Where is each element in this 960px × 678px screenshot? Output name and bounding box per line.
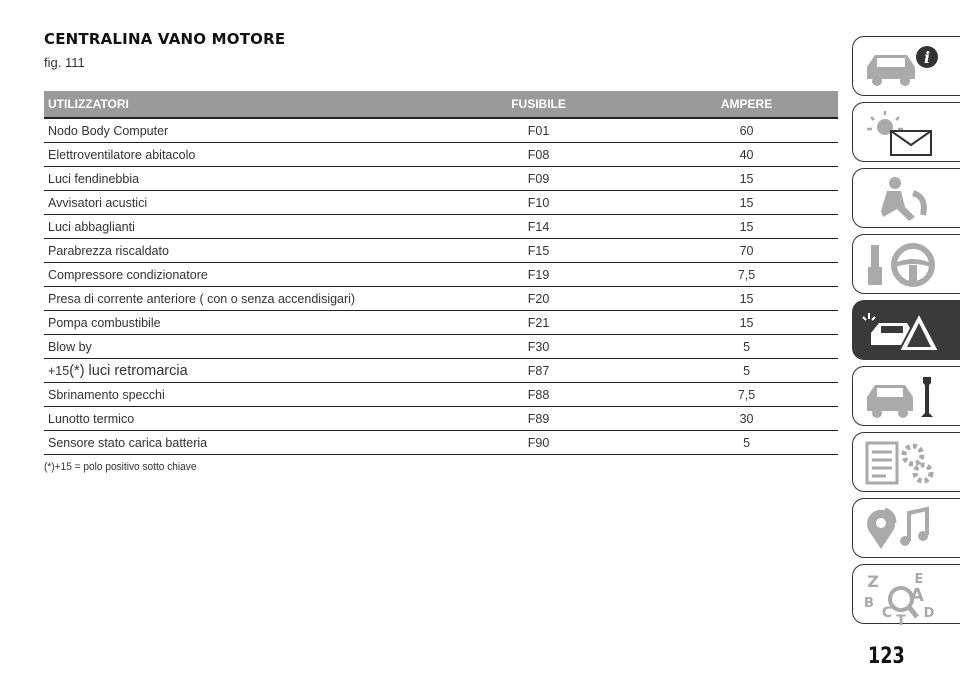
cell-user: Elettroventilatore abitacolo [44, 143, 422, 167]
table-row [44, 191, 838, 215]
cell-amp: 15 [655, 191, 838, 215]
header-utilizzatori: UTILIZZATORI [44, 91, 422, 118]
cell-amp: 60 [655, 118, 838, 143]
cell-amp: 7,5 [655, 383, 838, 407]
figure-reference: fig. 111 [44, 55, 85, 70]
cell-user-extra: (*) luci retromarcia [69, 362, 188, 379]
page-number: 123 [868, 644, 905, 669]
cell-fuse: F10 [442, 191, 635, 215]
table-row [44, 431, 838, 455]
car-info-icon [861, 43, 941, 91]
cell-user: Luci fendinebbia [44, 167, 422, 191]
cell-amp: 15 [655, 287, 838, 311]
cell-fuse: F09 [442, 167, 635, 191]
tab-safety[interactable] [852, 168, 960, 228]
cell-amp: 15 [655, 215, 838, 239]
cell-fuse: F88 [442, 383, 635, 407]
table-row [44, 263, 838, 287]
tab-emergency[interactable] [852, 300, 960, 360]
table-row [44, 359, 838, 383]
tab-warning-lights[interactable] [852, 102, 960, 162]
cell-amp: 5 [655, 431, 838, 455]
cell-user: Sbrinamento specchi [44, 383, 422, 407]
tab-technical-data[interactable] [852, 432, 960, 492]
table-row [44, 311, 838, 335]
emergency-warning-icon [861, 307, 941, 355]
technical-data-icon [861, 439, 941, 487]
index-letter: B [864, 596, 874, 611]
footnote: (*)+15 = polo positivo sotto chiave [44, 461, 197, 473]
index-letter: A [910, 585, 924, 606]
table-row [44, 383, 838, 407]
section-title: CENTRALINA VANO MOTORE [44, 30, 286, 48]
cell-user [44, 359, 422, 383]
multimedia-icon [861, 505, 941, 553]
tab-maintenance[interactable] [852, 366, 960, 426]
cell-fuse: F21 [442, 311, 635, 335]
cell-amp: 70 [655, 239, 838, 263]
steering-wheel-icon [861, 241, 941, 289]
cell-fuse: F15 [442, 239, 635, 263]
table-row [44, 143, 838, 167]
cell-fuse: F19 [442, 263, 635, 287]
cell-amp: 15 [655, 311, 838, 335]
index-letter: D [923, 606, 935, 621]
header-ampere: AMPERE [655, 91, 838, 118]
table-header-row [44, 91, 838, 118]
cell-fuse: F30 [442, 335, 635, 359]
cell-fuse: F01 [442, 118, 635, 143]
table-row [44, 407, 838, 431]
cell-user: Presa di corrente anteriore ( con o senza accendisigari) [44, 287, 422, 311]
index-letter: Z [867, 572, 879, 591]
cell-user: Sensore stato carica batteria [44, 431, 422, 455]
cell-fuse: F20 [442, 287, 635, 311]
tab-multimedia[interactable] [852, 498, 960, 558]
tab-car-info[interactable] [852, 36, 960, 96]
fuse-table [44, 91, 838, 455]
table-row [44, 118, 838, 143]
svg-text:i: i [923, 48, 931, 67]
warning-light-icon [861, 109, 941, 157]
table-row [44, 167, 838, 191]
cell-amp: 40 [655, 143, 838, 167]
cell-user-prefix: +15 [48, 363, 70, 378]
header-fusibile: FUSIBILE [442, 91, 635, 118]
cell-amp: 7,5 [655, 263, 838, 287]
index-letter: T [896, 613, 906, 627]
cell-user: Compressore condizionatore [44, 263, 422, 287]
cell-amp: 30 [655, 407, 838, 431]
cell-fuse: F90 [442, 431, 635, 455]
seatbelt-airbag-icon [861, 175, 941, 223]
cell-fuse: F14 [442, 215, 635, 239]
cell-amp: 15 [655, 167, 838, 191]
table-row [44, 239, 838, 263]
cell-user: Lunotto termico [44, 407, 422, 431]
cell-user: Pompa combustibile [44, 311, 422, 335]
car-maintenance-icon [861, 373, 941, 421]
cell-amp: 5 [655, 359, 838, 383]
cell-user: Luci abbaglianti [44, 215, 422, 239]
table-row [44, 215, 838, 239]
tab-index[interactable] [852, 564, 960, 627]
cell-user: Nodo Body Computer [44, 118, 422, 143]
cell-user: Blow by [44, 335, 422, 359]
index-letter: E [914, 572, 924, 587]
cell-fuse: F08 [442, 143, 635, 167]
cell-user: Parabrezza riscaldato [44, 239, 422, 263]
tab-starting-driving[interactable] [852, 234, 960, 294]
table-row [44, 335, 838, 359]
index-icon [861, 571, 941, 627]
cell-amp: 5 [655, 335, 838, 359]
cell-fuse: F89 [442, 407, 635, 431]
cell-fuse: F87 [442, 359, 635, 383]
index-letter: C [881, 605, 893, 621]
table-row [44, 287, 838, 311]
cell-user: Avvisatori acustici [44, 191, 422, 215]
